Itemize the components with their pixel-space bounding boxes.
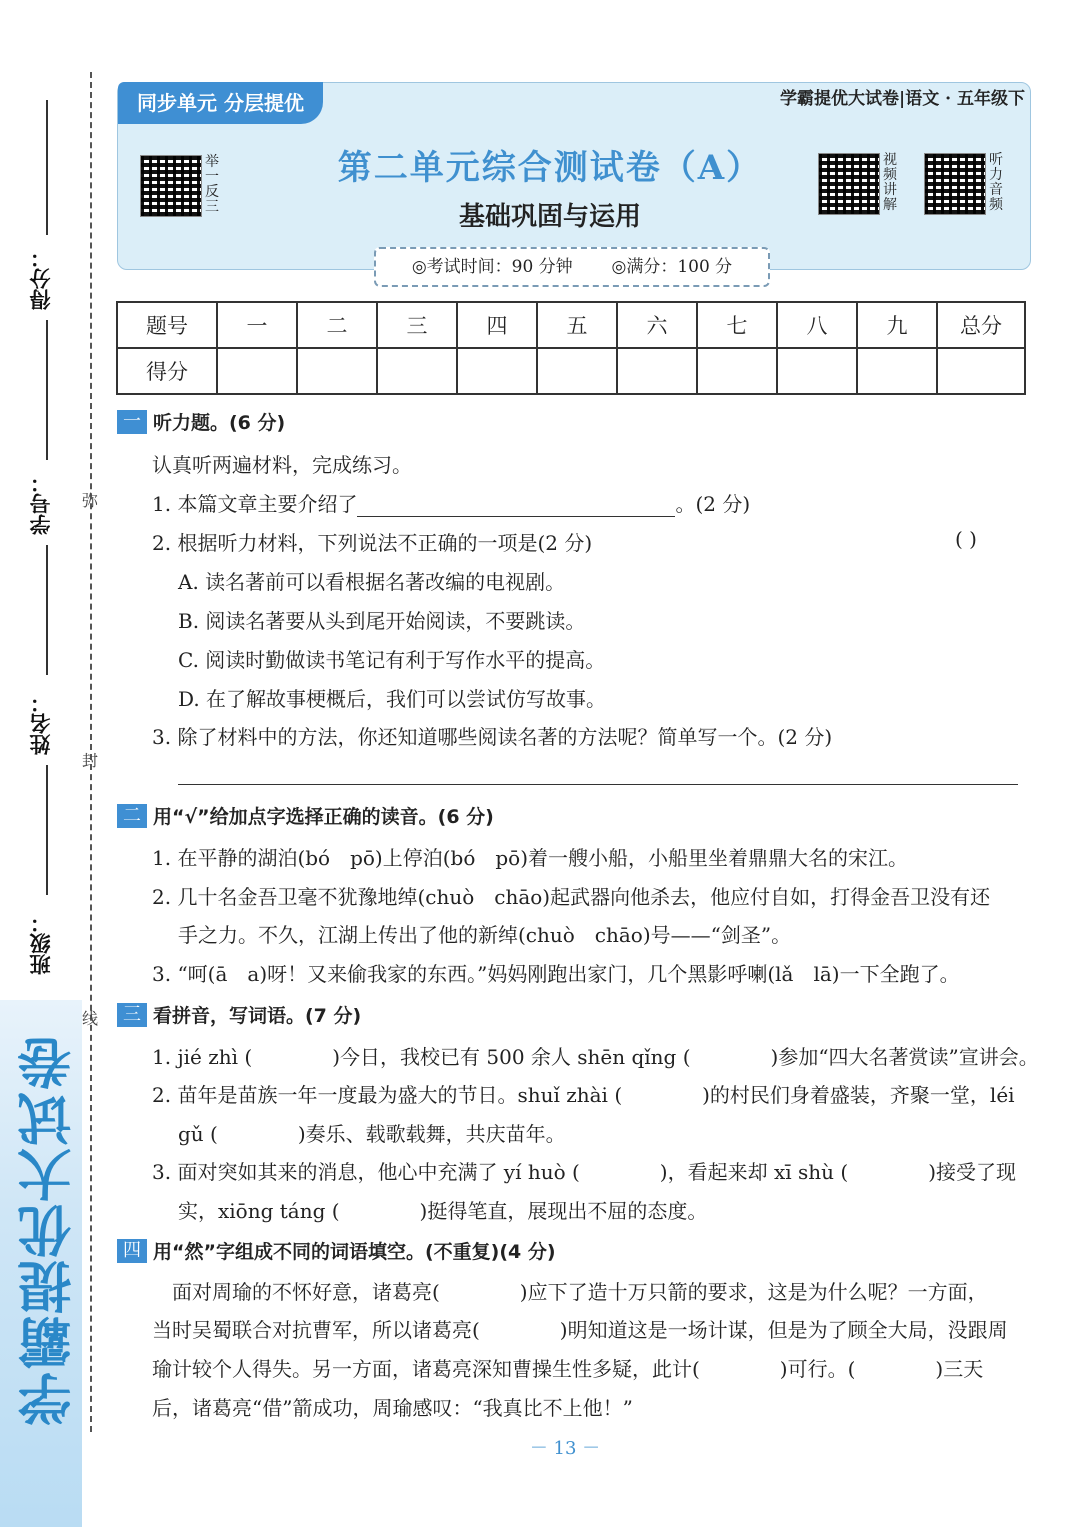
question-2-2: 2. 几十名金吾卫毫不犹豫地绰(chuò chāo)起武器向他杀去，他应付自如，打得金吾卫没有还 <box>152 885 991 909</box>
score-table-score-row <box>117 348 1025 394</box>
qr-code-icon[interactable] <box>818 153 880 215</box>
option-b: B. 阅读名著要从头到尾开始阅读，不要跳读。 <box>178 609 586 633</box>
table-cell: 五 <box>537 302 617 348</box>
table-cell: 三 <box>377 302 457 348</box>
option-c: C. 阅读时勤做读书笔记有利于写作水平的提高。 <box>178 648 606 672</box>
class-write-line <box>46 765 48 895</box>
table-cell: 二 <box>297 302 377 348</box>
page-number: － 13 － <box>529 1438 601 1459</box>
table-cell: 总分 <box>937 302 1025 348</box>
section-number: 四 <box>117 1239 147 1263</box>
score-cell[interactable] <box>457 348 537 394</box>
section-number: 二 <box>117 804 147 828</box>
score-label: 得分： <box>29 247 53 310</box>
question-1-1 <box>152 488 750 517</box>
question-3-2-cont: gǔ ( )奏乐、载歌载舞，共庆苗年。 <box>178 1122 566 1146</box>
score-table <box>116 301 1026 395</box>
score-cell[interactable] <box>377 348 457 394</box>
name-write-line <box>46 545 48 675</box>
question-text: 1. 本篇文章主要介绍了 <box>152 492 358 516</box>
qr-label-1: 举一反三 <box>205 154 219 215</box>
qr-label-3: 听力音频 <box>989 152 1003 213</box>
score-cell[interactable] <box>537 348 617 394</box>
qr-code-icon[interactable] <box>924 153 986 215</box>
table-cell: 八 <box>777 302 857 348</box>
series-title: 学霸提优大试卷|语文 · 五年级下 <box>780 89 1025 109</box>
section-number: 三 <box>117 1003 147 1027</box>
table-cell: 一 <box>217 302 297 348</box>
class-label: 班级： <box>29 912 53 975</box>
seal-char-1: 弥 <box>82 491 99 510</box>
section-number: 一 <box>117 410 147 434</box>
score-cell[interactable] <box>217 348 297 394</box>
student-id-label: 学号： <box>29 472 53 535</box>
section-title: 用“√”给加点字选择正确的读音。(6 分) <box>153 806 494 828</box>
page-title: 第二单元综合测试卷（A） <box>337 148 763 188</box>
score-cell[interactable] <box>857 348 937 394</box>
question-1-3: 3. 除了材料中的方法，你还知道哪些阅读名著的方法呢？简单写一个。(2 分) <box>152 725 833 749</box>
passage-line-4: 后，诸葛亮“借”箭成功，周瑜感叹：“我真比不上他！” <box>152 1396 633 1420</box>
table-cell: 得分 <box>117 348 217 394</box>
score-table-header-row <box>117 302 1025 348</box>
section-title: 听力题。(6 分) <box>153 412 286 434</box>
question-3-1: 1. jié zhì ( )今日，我校已有 500 余人 shēn qǐng ( )参加“四大名著赏读”宣讲会。 <box>152 1045 1039 1069</box>
section-1-heading <box>117 408 285 435</box>
section-title: 看拼音，写词语。(7 分) <box>153 1005 362 1027</box>
table-cell: 题号 <box>117 302 217 348</box>
score-cell[interactable] <box>617 348 697 394</box>
id-write-line <box>46 320 48 460</box>
score-cell[interactable] <box>697 348 777 394</box>
passage-line-2: 当时吴蜀联合对抗曹军，所以诸葛亮( )明知道这是一场计谋，但是为了顾全大局，没跟周 <box>152 1318 1008 1342</box>
score-write-line <box>46 100 48 235</box>
passage-line-1: 面对周瑜的不怀好意，诸葛亮( )应下了造十万只箭的要求，这是为什么呢？一方面， <box>152 1280 988 1304</box>
question-3-3: 3. 面对突如其来的消息，他心中充满了 yí huò ( )，看起来却 xī shù ( )接受了现 <box>152 1160 1016 1184</box>
section-title: 用“然”字组成不同的词语填空。(不重复)(4 分) <box>153 1241 556 1263</box>
name-label: 姓名： <box>29 692 53 755</box>
seal-char-2: 封 <box>82 751 99 770</box>
question-2-3: 3. “呵(ā a)呀！又来偷我家的东西。”妈妈刚跑出家门，几个黑影呼喇(lǎ lā)一下全跑了。 <box>152 962 960 986</box>
question-text: 。(2 分) <box>675 492 751 516</box>
answer-blank[interactable] <box>357 492 675 517</box>
question-2-2-cont: 手之力。不久，江湖上传出了他的新绰(chuò chāo)号——“剑圣”。 <box>178 923 792 947</box>
score-cell[interactable] <box>297 348 377 394</box>
exam-info-box <box>374 247 770 287</box>
answer-paren[interactable]: ( ) <box>955 527 977 551</box>
score-cell[interactable] <box>937 348 1025 394</box>
table-cell: 四 <box>457 302 537 348</box>
table-cell: 七 <box>697 302 777 348</box>
qr-label-2: 视频讲解 <box>883 152 897 213</box>
section-1-intro: 认真听两遍材料，完成练习。 <box>152 453 412 477</box>
option-a: A. 读名著前可以看根据名著改编的电视剧。 <box>178 570 566 594</box>
table-cell: 九 <box>857 302 937 348</box>
page-subtitle: 基础巩固与运用 <box>458 202 641 232</box>
section-3-heading <box>117 1001 361 1028</box>
passage-line-3: 瑜计较个人得失。另一方面，诸葛亮深知曹操生性多疑，此计( )可行。( )三天 <box>152 1357 984 1381</box>
question-3-2: 2. 苗年是苗族一年一度最为盛大的节日。shuǐ zhài ( )的村民们身着盛装，齐聚一堂，léi <box>152 1083 1015 1107</box>
question-2-1: 1. 在平静的湖泊(bó pō)上停泊(bó pō)着一艘小船，小船里坐着鼎鼎大名的宋江。 <box>152 846 909 870</box>
table-cell: 六 <box>617 302 697 348</box>
seal-char-3: 线 <box>82 1009 99 1028</box>
question-1-2: 2. 根据听力材料，下列说法不正确的一项是(2 分) <box>152 531 593 555</box>
answer-line[interactable] <box>178 784 1018 785</box>
section-2-heading <box>117 802 494 829</box>
section-4-heading <box>117 1237 556 1264</box>
header-tag: 同步单元 分层提优 <box>118 82 323 124</box>
brand-logo-text: 学霸提优大试卷 <box>17 1034 80 1426</box>
question-3-3-cont: 实，xiōng táng ( )挺得笔直，展现出不屈的态度。 <box>178 1199 708 1223</box>
qr-code-icon[interactable] <box>140 155 202 217</box>
exam-time: ◎考试时间：90 分钟 <box>411 257 573 277</box>
full-score: ◎满分：100 分 <box>611 257 733 277</box>
score-cell[interactable] <box>777 348 857 394</box>
option-d: D. 在了解故事梗概后，我们可以尝试仿写故事。 <box>178 687 607 711</box>
